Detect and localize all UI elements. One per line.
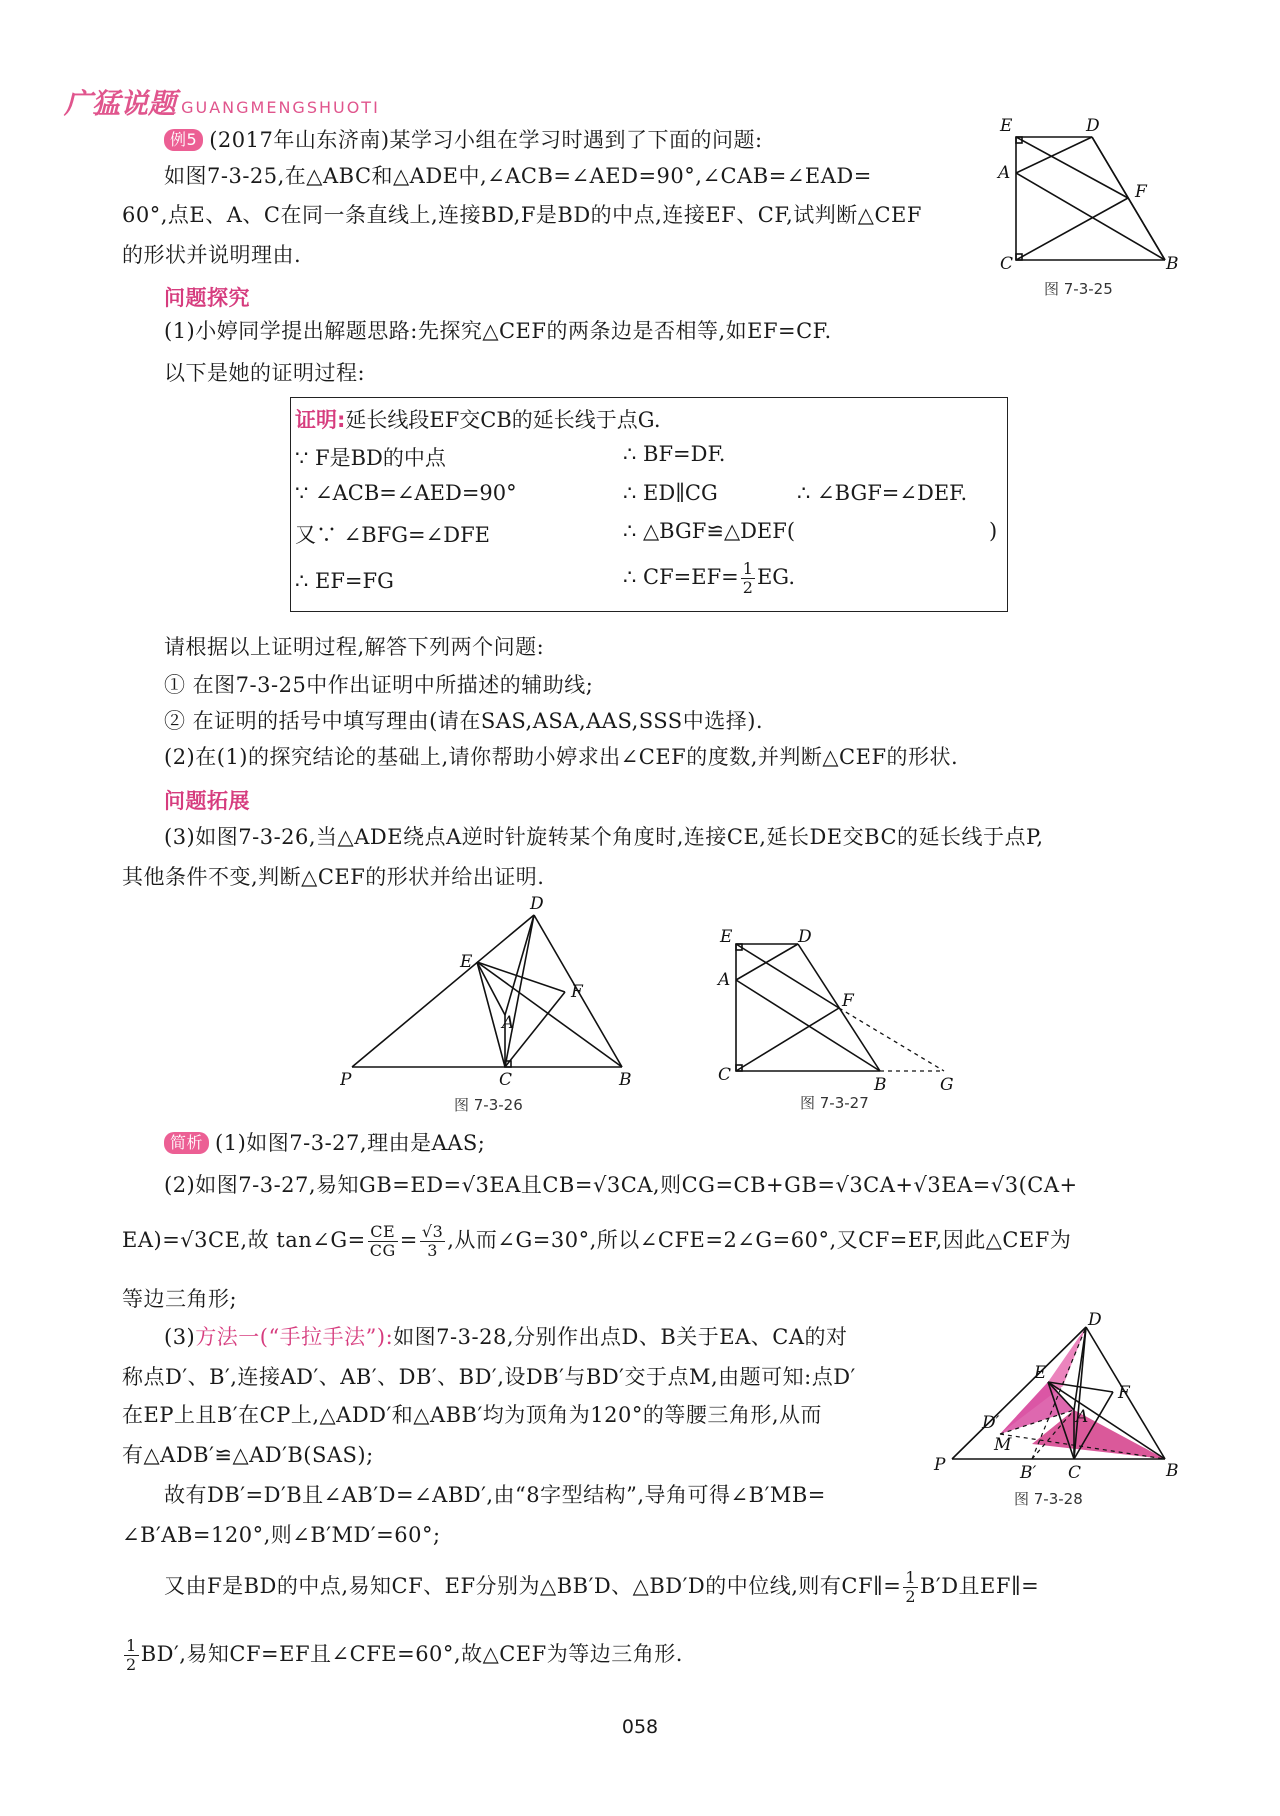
fig27-label-B: B bbox=[874, 1075, 887, 1095]
fraction-half-3: $\frac{1}{2}$ bbox=[126, 1636, 137, 1674]
caption-7-3-26: 图 7-3-26 bbox=[454, 1096, 523, 1114]
question-3-line-2: 其他条件不变,判断△CEF的形状并给出证明. bbox=[122, 865, 545, 889]
fig26-label-D: D bbox=[530, 895, 544, 914]
fig28-label-B-prime: B′ bbox=[1020, 1463, 1037, 1483]
fig28-label-M: M bbox=[994, 1435, 1012, 1455]
figure-7-3-27 bbox=[712, 928, 972, 1098]
proof-box bbox=[290, 397, 1008, 612]
q1-line-1: (1)小婷同学提出解题思路:先探究△CEF的两条边是否相等,如EF=CF. bbox=[164, 319, 832, 343]
question-2: (2)在(1)的探究结论的基础上,请你帮助小婷求出∠CEF的度数,并判断△CEF的形状. bbox=[164, 745, 959, 769]
figure-7-3-26 bbox=[340, 895, 650, 1085]
fig26-label-F: F bbox=[571, 982, 583, 1002]
parallel-equal-symbol-2: ∥= bbox=[1010, 1574, 1040, 1598]
proof-r3b: ∴ △BGF≌△DEF( bbox=[623, 519, 796, 543]
fraction-ce-cg: $\frac{CE}{CG}$ bbox=[369, 1222, 396, 1260]
problem-line-3: 60°,点E、A、C在同一条直线上,连接BD,F是BD的中点,连接EF、CF,试判断△CEF bbox=[122, 203, 922, 227]
fig28-label-P: P bbox=[934, 1455, 946, 1475]
problem-line-1: 例5 (2017年山东济南)某学习小组在学习时遇到了下面的问题: bbox=[164, 125, 763, 155]
fraction-half-2: $\frac{1}{2}$ bbox=[905, 1568, 916, 1606]
fig26-label-E: E bbox=[460, 952, 473, 972]
fig27-label-A: A bbox=[718, 970, 731, 990]
question-intro: 请根据以上证明过程,解答下列两个问题: bbox=[164, 635, 545, 659]
solution-3-line-8: $\frac{1}{2}$ BD′,易知CF=EF且∠CFE=60°,故△CEF为等边三角形. bbox=[126, 1636, 683, 1674]
solution-1: 简析 (1)如图7-3-27,理由是AAS; bbox=[164, 1128, 485, 1158]
parallel-equal-symbol: ∥= bbox=[873, 1574, 902, 1598]
method-one-label: 方法一(“手拉手法”): bbox=[195, 1325, 394, 1349]
solution-badge: 简析 bbox=[164, 1132, 209, 1154]
example-badge: 例5 bbox=[164, 129, 203, 151]
fig27-label-D: D bbox=[798, 928, 812, 947]
fig28-label-D-prime: D′ bbox=[982, 1413, 1000, 1433]
proof-r4b: ∴ CF=EF= $\frac{1}{2}$ EG. bbox=[623, 559, 796, 597]
proof-r3a: 又∵ ∠BFG=∠DFE bbox=[295, 523, 490, 547]
question-3-line-1: (3)如图7-3-26,当△ADE绕点A逆时针旋转某个角度时,连接CE,延长DE交BC的延长线于点P, bbox=[164, 825, 1044, 849]
fig25-label-F: F bbox=[1135, 182, 1147, 202]
solution-2-line-1: (2)如图7-3-27,易知GB=ED=√3EA且CB=√3CA,则CG=CB+GB=√3CA+√3EA=√3(CA+ bbox=[164, 1173, 1078, 1197]
question-a: ① 在图7-3-25中作出证明中所描述的辅助线; bbox=[164, 673, 594, 697]
proof-r2a: ∵ ∠ACB=∠AED=90° bbox=[295, 481, 517, 505]
caption-7-3-27: 图 7-3-27 bbox=[800, 1094, 869, 1112]
fig28-label-C: C bbox=[1068, 1463, 1082, 1483]
figure-7-3-25 bbox=[990, 115, 1200, 295]
fig27-label-E: E bbox=[720, 928, 733, 947]
header-logo bbox=[64, 82, 380, 122]
solution-3-line-4: 有△ADB′≌△AD′B(SAS); bbox=[122, 1443, 374, 1467]
figure-7-3-28 bbox=[930, 1310, 1190, 1490]
problem-line-2: 如图7-3-25,在△ABC和△ADE中,∠ACB=∠AED=90°,∠CAB=∠EAD= bbox=[164, 164, 872, 188]
solution-3-line-2: 称点D′、B′,连接AD′、AB′、DB′、BD′,设DB′与BD′交于点M,由题可知:点D′ bbox=[122, 1365, 856, 1389]
fig28-label-F: F bbox=[1118, 1383, 1130, 1403]
fig28-label-B: B bbox=[1166, 1461, 1179, 1481]
section-heading-extend: 问题拓展 bbox=[164, 789, 250, 813]
fig26-label-C: C bbox=[499, 1070, 513, 1085]
solution-3-line-5: 故有DB′=D′B且∠AB′D=∠ABD′,由“8字型结构”,导角可得∠B′MB= bbox=[164, 1483, 826, 1507]
fig27-label-F: F bbox=[842, 991, 854, 1011]
solution-3-line-6: ∠B′AB=120°,则∠B′MD′=60°; bbox=[122, 1523, 441, 1547]
fig27-label-G: G bbox=[940, 1075, 954, 1095]
fraction-half: $\frac{1}{2}$ bbox=[742, 559, 753, 597]
question-b: ② 在证明的括号中填写理由(请在SAS,ASA,AAS,SSS中选择). bbox=[164, 709, 764, 733]
caption-7-3-28: 图 7-3-28 bbox=[1014, 1490, 1083, 1508]
fig27-label-C: C bbox=[718, 1065, 732, 1085]
proof-r4a: ∴ EF=FG bbox=[295, 569, 394, 593]
solution-3-line-1: (3)方法一(“手拉手法”):如图7-3-28,分别作出点D、B关于EA、CA的对 bbox=[164, 1325, 848, 1349]
fig25-label-A: A bbox=[998, 163, 1011, 183]
fraction-sqrt3-3: $\frac{√3}{3}$ bbox=[421, 1222, 444, 1260]
logo-en: GUANGMENGSHUOTI bbox=[181, 98, 380, 117]
proof-row-0: 证明:延长线段EF交CB的延长线于点G. bbox=[295, 408, 661, 432]
fig25-label-B: B bbox=[1166, 254, 1179, 274]
fig26-label-B: B bbox=[619, 1070, 632, 1085]
page-number: 058 bbox=[621, 1716, 659, 1738]
proof-r1b: ∴ BF=DF. bbox=[623, 442, 726, 466]
caption-7-3-25: 图 7-3-25 bbox=[1044, 280, 1113, 298]
q1-line-2: 以下是她的证明过程: bbox=[164, 361, 366, 385]
fig28-label-D: D bbox=[1088, 1310, 1102, 1330]
proof-r2b: ∴ ED∥CG bbox=[623, 481, 718, 505]
section-heading-explore: 问题探究 bbox=[164, 286, 250, 310]
fig25-label-C: C bbox=[1000, 254, 1014, 274]
fig25-label-E: E bbox=[1000, 116, 1013, 136]
proof-r3c: ) bbox=[989, 519, 998, 543]
solution-3-line-3: 在EP上且B′在CP上,△ADD′和△ABB′均为顶角为120°的等腰三角形,从而 bbox=[122, 1403, 822, 1427]
fig26-label-P: P bbox=[340, 1070, 352, 1085]
solution-3-line-7: 又由F是BD的中点,易知CF、EF分别为△BB′D、△BD′D的中位线,则有CF∥= $\frac{1}{2}$ B′D且EF∥= bbox=[164, 1568, 1040, 1606]
problem-line-4: 的形状并说明理由. bbox=[122, 243, 302, 267]
solution-2-line-3: 等边三角形; bbox=[122, 1287, 238, 1311]
fig28-label-A: A bbox=[1076, 1407, 1089, 1427]
fig26-label-A: A bbox=[502, 1013, 515, 1033]
proof-r1a: ∵ F是BD的中点 bbox=[295, 446, 446, 470]
fig25-label-D: D bbox=[1086, 116, 1100, 136]
fig28-label-E: E bbox=[1034, 1363, 1047, 1383]
proof-r2c: ∴ ∠BGF=∠DEF. bbox=[797, 481, 968, 505]
logo-cn: 广猛说题 bbox=[64, 87, 177, 120]
solution-2-line-2: EA)=√3CE,故 tan∠G= $\frac{CE}{CG}$ = $\frac{√3}{3}$ ,从而∠G=30°,所以∠CFE=2∠G=60°,又CF=EF,因此△CEF为 bbox=[122, 1222, 1072, 1260]
